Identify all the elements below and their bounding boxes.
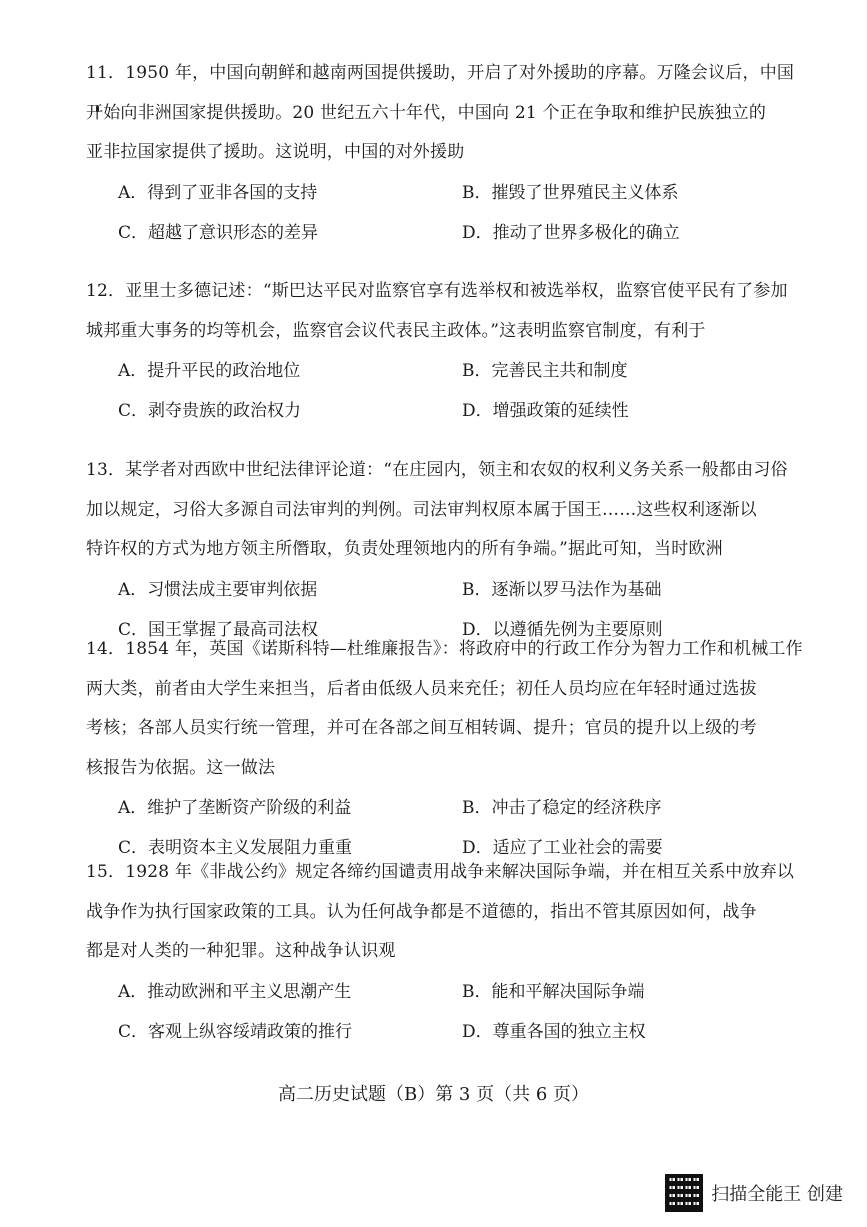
question-stem-line: 考核；各部人员实行统一管理，并可在各部之间互相转调、提升；官员的提升以上级的考 xyxy=(86,718,757,738)
option-b: B．能和平解决国际争端 xyxy=(462,981,645,1002)
question-stem-line: 城邦重大事务的均等机会，监察官会议代表民主政体。”这表明监察官制度，有利于 xyxy=(86,320,706,341)
question-stem-line: 11．1950 年，中国向朝鲜和越南两国提供援助，开启了对外援助的序幕。万隆会议后，中国 xyxy=(86,63,795,83)
answer-options xyxy=(86,351,816,431)
question-stem-line: 都是对人类的一种犯罪。这种战争认识观 xyxy=(86,941,396,961)
question-12 xyxy=(86,272,816,431)
answer-options xyxy=(86,972,816,1052)
question-stem-line: 14．1854 年，英国《诺斯科特—杜维廉报告》：将政府中的行政工作分为智力工作和机械工作 xyxy=(86,639,803,659)
option-a: A．维护了垄断资产阶级的利益 xyxy=(118,798,352,818)
option-c: C．国王掌握了最高司法权 xyxy=(118,619,319,640)
option-b: B．逐渐以罗马法作为基础 xyxy=(462,579,662,600)
question-stem-line: 13．某学者对西欧中世纪法律评论道：“在庄园内，领主和农奴的权利义务关系一般都由习俗 xyxy=(86,460,788,480)
question-stem-line: 加以规定，习俗大多源自司法审判的判例。司法审判权原本属于国王……这些权利逐渐以 xyxy=(86,499,757,520)
option-d: D．尊重各国的独立主权 xyxy=(462,1021,646,1042)
watermark-text: 扫描全能王 创建 xyxy=(711,1184,843,1205)
question-11 xyxy=(86,54,816,253)
option-a: A．提升平民的政治地位 xyxy=(118,361,301,381)
question-stem-line: 战争作为执行国家政策的工具。认为任何战争都是不道德的，指出不管其原因如何，战争 xyxy=(86,901,757,922)
question-stem-line: 两大类，前者由大学生来担当，后者由低级人员来充任；初任人员均应在年轻时通过选拔 xyxy=(86,678,757,699)
question-stem-line: 15．1928 年《非战公约》规定各缔约国谴责用战争来解决国际争端，并在相互关系中放弃以 xyxy=(86,862,795,882)
option-a: A．得到了亚非各国的支持 xyxy=(118,182,318,203)
question-14 xyxy=(86,630,816,868)
option-c: C．表明资本主义发展阻力重重 xyxy=(118,838,353,858)
option-d: D．适应了工业社会的需要 xyxy=(462,838,663,858)
option-d: D．增强政策的延续性 xyxy=(462,401,629,421)
option-a: A．推动欧洲和平主义思潮产生 xyxy=(118,981,352,1002)
question-stem-line: 特许权的方式为地方领主所僭取，负责处理领地内的所有争端。”据此可知，当时欧洲 xyxy=(86,539,723,559)
option-b: B．完善民主共和制度 xyxy=(462,361,628,381)
question-stem-line: 12．亚里士多德记述：“斯巴达平民对监察官享有选举权和被选举权，监察官使平民有了参加 xyxy=(86,281,788,301)
answer-options xyxy=(86,173,816,253)
page-footer: 高二历史试题（B）第 3 页（共 6 页） xyxy=(277,1084,590,1105)
option-b: B．冲击了稳定的经济秩序 xyxy=(462,798,662,818)
option-b: B．摧毁了世界殖民主义体系 xyxy=(462,182,679,203)
qr-code-icon xyxy=(665,1174,703,1212)
option-d: D．以遵循先例为主要原则 xyxy=(462,619,663,640)
question-13 xyxy=(86,451,816,650)
scanner-watermark xyxy=(665,1174,843,1212)
option-c: C．剥夺贵族的政治权力 xyxy=(118,401,302,421)
option-c: C．客观上纵容绥靖政策的推行 xyxy=(118,1021,353,1042)
option-a: A．习惯法成主要审判依据 xyxy=(118,579,318,600)
option-c: C．超越了意识形态的差异 xyxy=(118,222,319,243)
question-stem-line: 核报告为依据。这一做法 xyxy=(86,757,276,778)
option-d: D．推动了世界多极化的确立 xyxy=(462,222,680,243)
question-stem-line: 开始向非洲国家提供援助。20 世纪五六十年代，中国向 21 个正在争取和维护民族独立的 xyxy=(86,102,767,123)
question-15 xyxy=(86,853,816,1052)
question-stem-line: 亚非拉国家提供了援助。这说明，中国的对外援助 xyxy=(86,142,465,162)
